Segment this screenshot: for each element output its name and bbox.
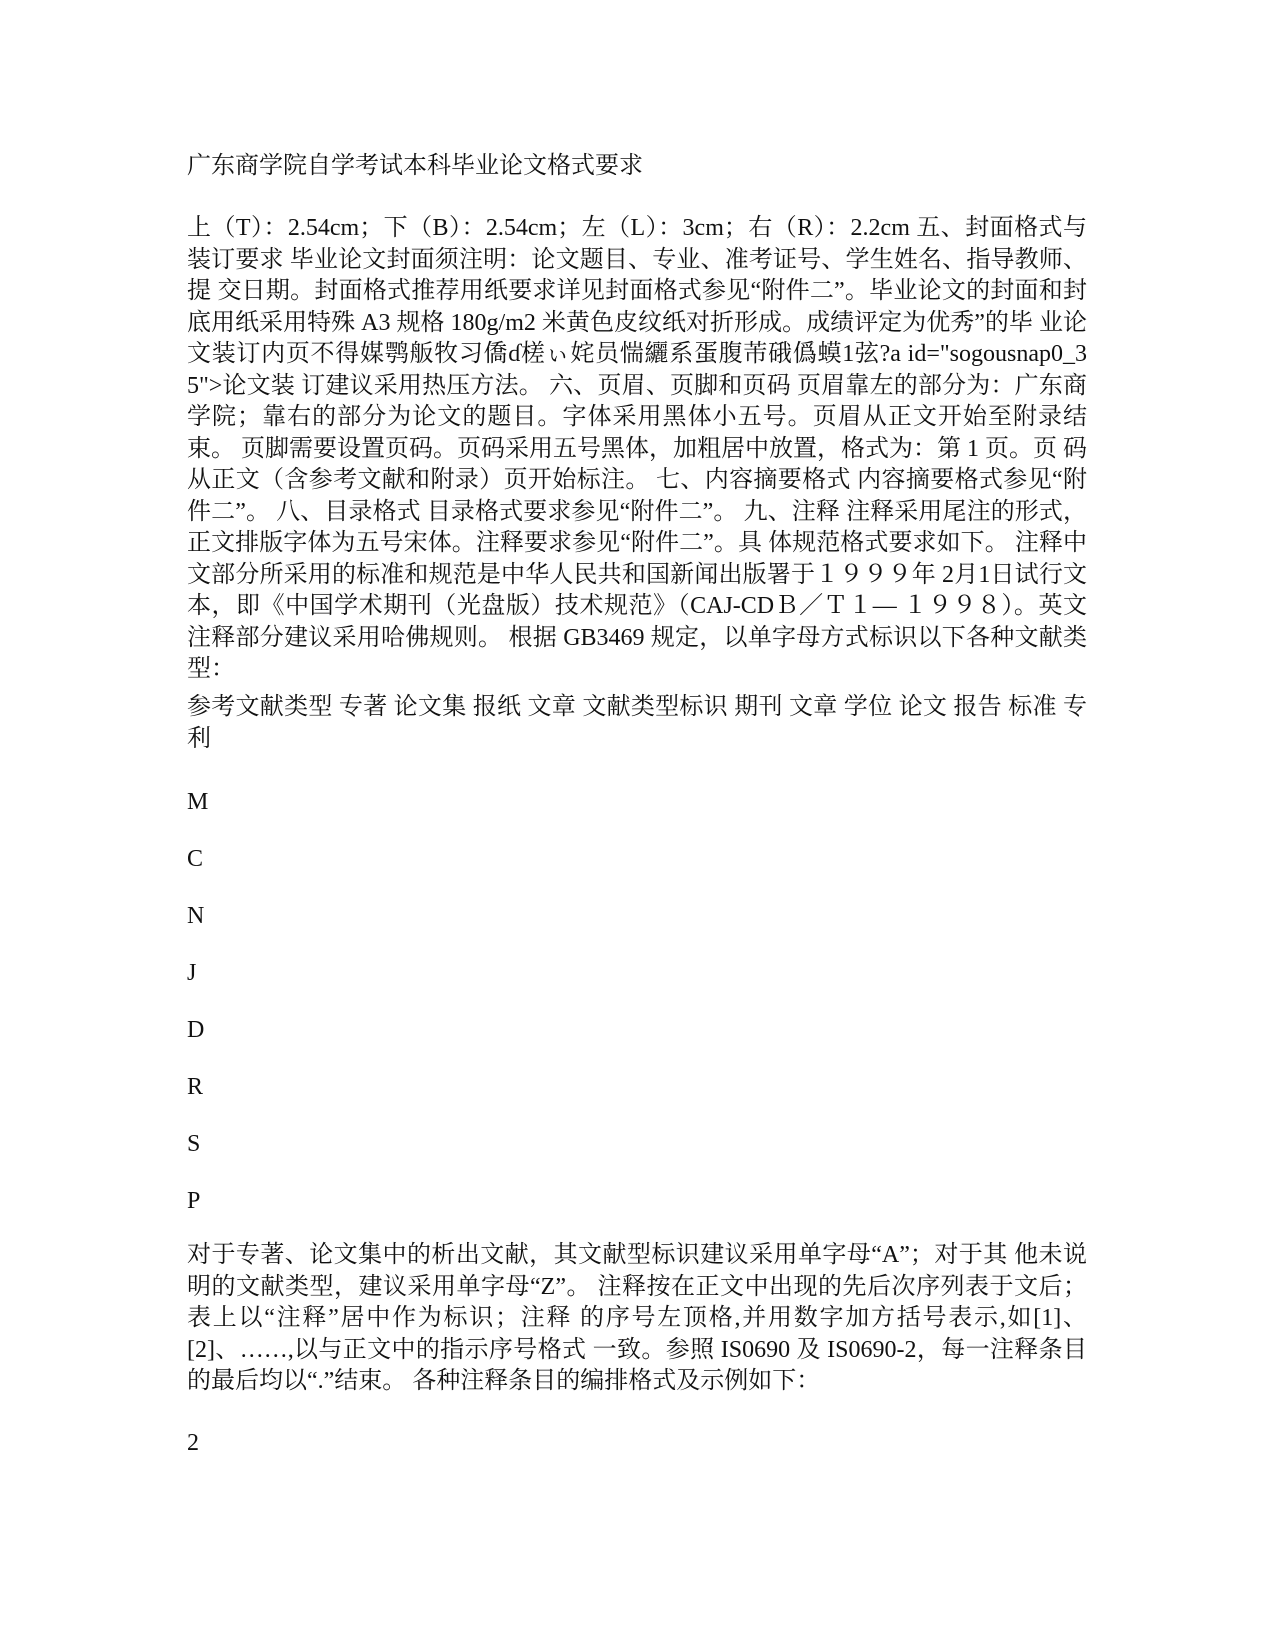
paragraph-annotation-rules: 对于专著、论文集中的析出文献，其文献型标识建议采用单字母“A”；对于其 他未说明的文献类型，建议采用单字母“Z”。 注释按在正文中出现的先后次序列表于文后； 表上以“注释”居中作为标识；注释 的序号左顶格,并用数字加方括号表示,如[1]、[2]、……,以与正文中的指示序号格式 一致。参照 IS0690 及 IS0690-2，每一注释条目的最后均以“.”结束。 各种注释条目的编排格式及示例如下： (187, 1242, 1087, 1394)
type-code-item: J (187, 960, 197, 986)
type-code-item: S (187, 1131, 201, 1157)
type-code-item: R (187, 1074, 204, 1100)
type-code-item: D (187, 1017, 205, 1043)
type-code-item: N (187, 903, 205, 929)
type-code-item: P (187, 1188, 201, 1214)
paragraph-reference-types: 参考文献类型 专著 论文集 报纸 文章 文献类型标识 期刊 文章 学位 论文 报告 标准 专利 (187, 694, 1087, 752)
type-code-item: M (187, 789, 209, 815)
type-code-list (187, 786, 387, 1242)
paragraph-format-requirements: 上（T）：2.54cm；下（B）：2.54cm；左（L）：3cm；右（R）：2.2cm 五、封面格式与装订要求 毕业论文封面须注明：论文题目、专业、准考证号、学生姓名、指导教师、提 交日期。封面格式推荐用纸要求详见封面格式参见“附件二”。毕业论文的封面和封 底用纸采用特殊 A3 规格 180g/m2 米黄色皮纹纸对折形成。成绩评定为优秀”的毕 业论文装订内页不得媒鹗舨牧习僑ɗ槎ぃ姹员惴纚系蛋腹芾硪僞蟆1弦?a id="sogousnap0_35">论文装 订建议采用热压方法。 六、页眉、页脚和页码 页眉靠左的部分为：广东商学院；靠右的部分为论文的题目。字体采用黑体小五号。页眉从正文开始至附录结束。 页脚需要设置页码。页码采用五号黑体，加粗居中放置，格式为：第 1 页。页 码从正文（含参考文献和附录）页开始标注。 七、内容摘要格式 内容摘要格式参见“附件二”。 八、目录格式 目录格式要求参见“附件二”。 九、注释 注释采用尾注的形式，正文排版字体为五号宋体。注释要求参见“附件二”。具 体规范格式要求如下。 注释中文部分所采用的标准和规范是中华人民共和国新闻出版署于１９９９年 2月1日试行文本，即《中国学术期刊（光盘版）技术规范》（CAJ-CDＢ／Ｔ１— １９９８）。英文注释部分建议采用哈佛规则。 根据 GB3469 规定，以单字母方式标识以下各种文献类型： (187, 215, 1087, 682)
page-number: 2 (187, 1430, 199, 1456)
document-title: 广东商学院自学考试本科毕业论文格式要求 (187, 153, 643, 179)
type-code-item: C (187, 846, 204, 872)
